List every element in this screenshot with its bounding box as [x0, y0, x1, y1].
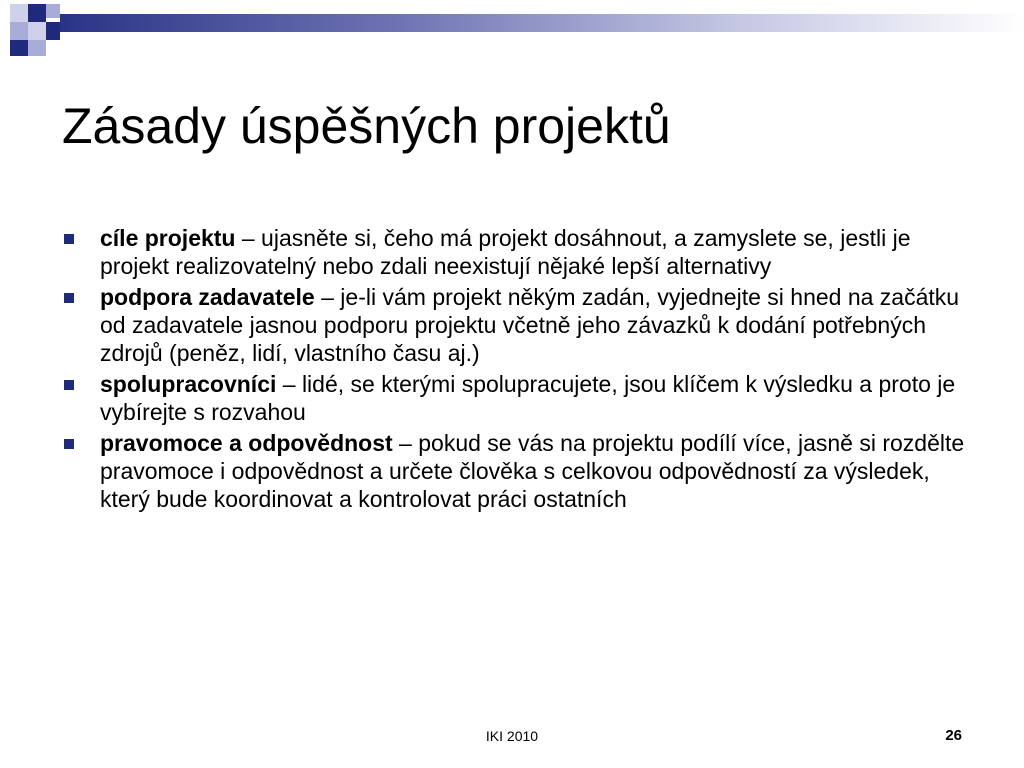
- bullet-item: [64, 429, 974, 513]
- bullet-text: – ujasněte si, čeho má projekt dosáhnout, a zamyslete se, jestli je projekt realizovatelný nebo zdali neexistují nějaké lepší alternativy: [100, 225, 911, 279]
- bullet-text: – je-li vám projekt někým zadán, vyjednejte si hned na začátku od zadavatele jasnou podporu projektu včetně jeho závazků k dodání potřebných zdrojů (peněz, lidí, vlastního času aj.): [100, 284, 960, 366]
- bullet-term: spolupracovníci: [100, 371, 277, 397]
- bullet-item: [64, 370, 974, 426]
- decorative-gradient-bar: [60, 14, 1024, 32]
- page-number: 26: [945, 727, 962, 744]
- bullet-list: [64, 224, 974, 516]
- bullet-term: podpora zadavatele: [100, 284, 315, 310]
- bullet-text: – pokud se vás na projektu podílí více, jasně si rozdělte pravomoce i odpovědnost a určete člověka s celkovou odpovědností za výsledek, který bude koordinovat a kontrolovat práci ostatních: [100, 430, 965, 512]
- square-bullet-icon: [64, 293, 74, 303]
- square-bullet-icon: [64, 439, 74, 449]
- slide-title: Zásady úspěšných projektů: [62, 98, 671, 154]
- bullet-text: – lidé, se kterými spolupracujete, jsou klíčem k výsledku a proto je vybírejte s rozvahou: [100, 371, 956, 425]
- bullet-term: pravomoce a odpovědnost: [100, 430, 393, 456]
- footer-text: IKI 2010: [485, 728, 539, 744]
- bullet-item: [64, 224, 974, 280]
- square-bullet-icon: [64, 234, 74, 244]
- bullet-term: cíle projektu: [100, 225, 236, 251]
- square-bullet-icon: [64, 380, 74, 390]
- bullet-item: [64, 283, 974, 367]
